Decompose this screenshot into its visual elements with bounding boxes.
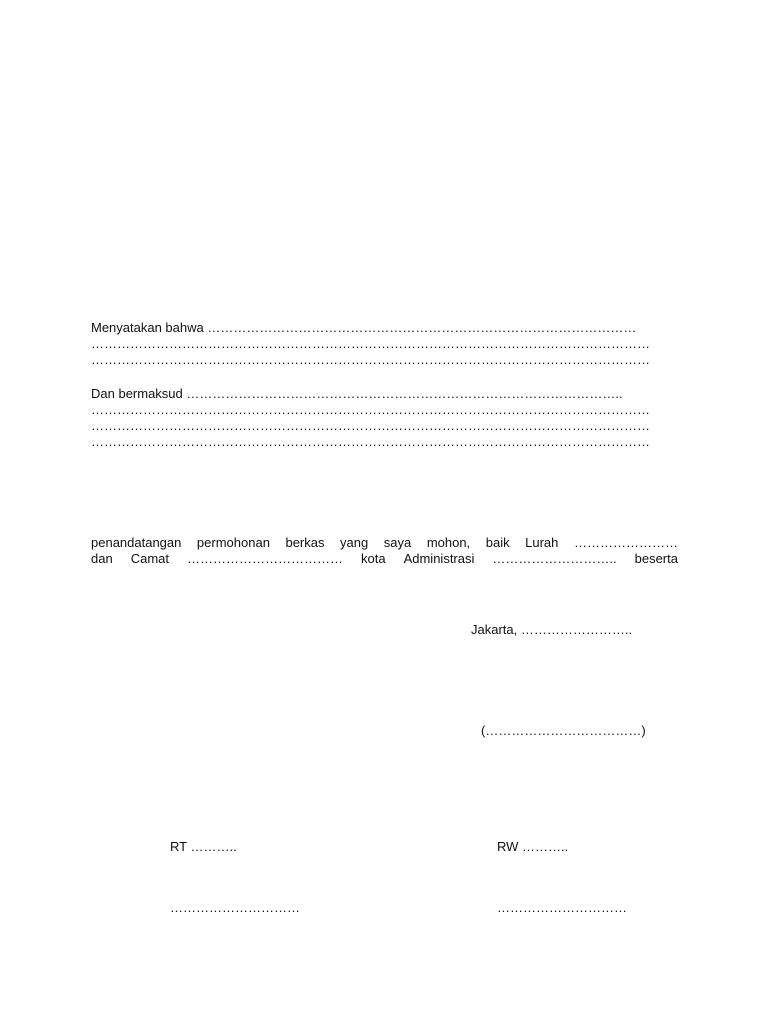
rt-label: RT ………..	[170, 839, 237, 854]
intent-line-2: …………………………………………………………………………………………………………………	[91, 402, 650, 417]
signing-paragraph-line-1	[91, 535, 678, 551]
word: Administrasi	[403, 551, 475, 566]
word: penandatangan	[91, 535, 182, 550]
word: saya	[383, 535, 412, 550]
word: kota	[361, 551, 386, 566]
word: beserta	[634, 551, 678, 566]
word: baik	[485, 535, 510, 550]
word: Camat	[130, 551, 169, 566]
statement-line-3: …………………………………………………………………………………………………………………	[91, 352, 650, 367]
statement-line-1: Menyatakan bahwa ………………………………………………………………………………………	[91, 320, 637, 335]
word: mohon,	[426, 535, 471, 550]
signing-paragraph-line-2	[91, 551, 678, 567]
rw-signature-blank: …………………………	[497, 900, 627, 915]
word: yang	[340, 535, 369, 550]
administrasi-blank: ………………………..	[492, 551, 617, 566]
intent-line-1: Dan bermaksud ………………………………………………………………………………………..	[91, 386, 623, 401]
lurah-blank: ……………………	[573, 535, 678, 550]
place-date: Jakarta, ……………………..	[471, 622, 633, 637]
camat-blank: ………………………………	[187, 551, 343, 566]
signature-blank: (………………………………)	[481, 723, 646, 738]
statement-line-2: …………………………………………………………………………………………………………………	[91, 336, 650, 351]
word: Lurah	[525, 535, 559, 550]
rt-signature-blank: …………………………	[170, 900, 300, 915]
word: permohonan	[196, 535, 270, 550]
intent-line-4: …………………………………………………………………………………………………………………	[91, 434, 650, 449]
word: berkas	[285, 535, 325, 550]
rw-label: RW ………..	[497, 839, 569, 854]
intent-line-3: …………………………………………………………………………………………………………………	[91, 418, 650, 433]
word: dan	[91, 551, 113, 566]
